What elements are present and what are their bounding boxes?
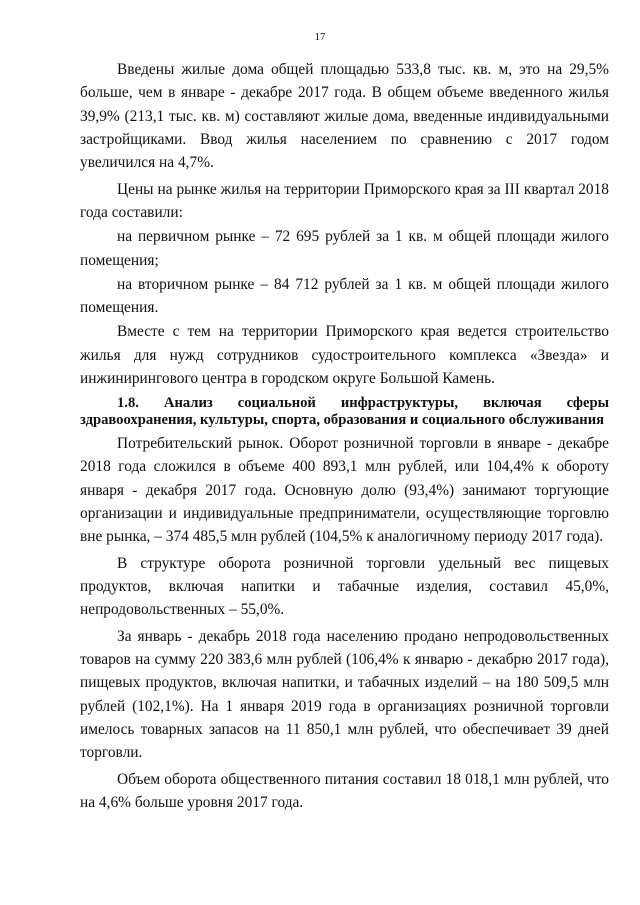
paragraph-secondary-market: на вторичном рынке – 84 712 рублей за 1 кв. м общей площади жилого помещения. [80,275,609,317]
paragraph-catering: Объем оборота общественного питания составил 18 018,1 млн рублей, что на 4,6% больше уровня 2017 года. [80,770,609,811]
page-number: 17 [314,31,326,43]
paragraph-goods-sold: За январь - декабрь 2018 года населению продано непродовольственных товаров на сумму 220 383,6 млн рублей (106,4% к январю - декабрю 2017 года), пищевых продуктов, включая напитки, и табачных изделий – на 180 509,5 млн рублей (102,1%). На 1 января 2019 года в организациях розничной торговли имелось товарных запасов на 11 850,1 млн рублей, что обеспечивает 39 дней торговли. [80,627,609,762]
paragraph-housing-commissioning: Введены жилые дома общей площадью 533,8 тыс. кв. м, это на 29,5% больше, чем в январе - декабре 2017 года. В общем объеме введенного жилья 39,9% (213,1 тыс. кв. м) составляют жилые дома, введенные индивидуальными застройщиками. Ввод жилья населением по сравнению с 2017 годом увеличился на 4,7%. [80,61,609,172]
paragraph-primary-market: на первичном рынке – 72 695 рублей за 1 кв. м общей площади жилого помещения; [80,228,609,269]
section-heading: 1.8. Анализ социальной инфраструктуры, включая сферы здравоохранения, культуры, спорта, образования и социального обслуживания [80,394,609,428]
paragraph-housing-prices-intro: Цены на рынке жилья на территории Приморского края за III квартал 2018 года составили: [80,180,609,221]
paragraph-zvezda-construction: Вместе с тем на территории Приморского края ведется строительство жилья для нужд сотрудников судостроительного комплекса «Звезда» и инжинирингового центра в городском округе Большой Камень. [80,323,609,388]
document-body [80,58,609,817]
paragraph-retail-turnover: Потребительский рынок. Оборот розничной торговли в январе - декабре 2018 года сложился в объеме 400 893,1 млн рублей, или 104,4% к обороту января - декабря 2017 года. Основную долю (93,4%) занимают торгующие организации и индивидуальные предприниматели, осуществляющие торговлю вне рынка, – 374 485,5 млн рублей (104,5% к аналогичному периоду 2017 года). [80,434,609,546]
paragraph-retail-structure: В структуре оборота розничной торговли удельный вес пищевых продуктов, включая напитки и табачные изделия, составил 45,0%, непродовольственных – 55,0%. [80,554,609,619]
